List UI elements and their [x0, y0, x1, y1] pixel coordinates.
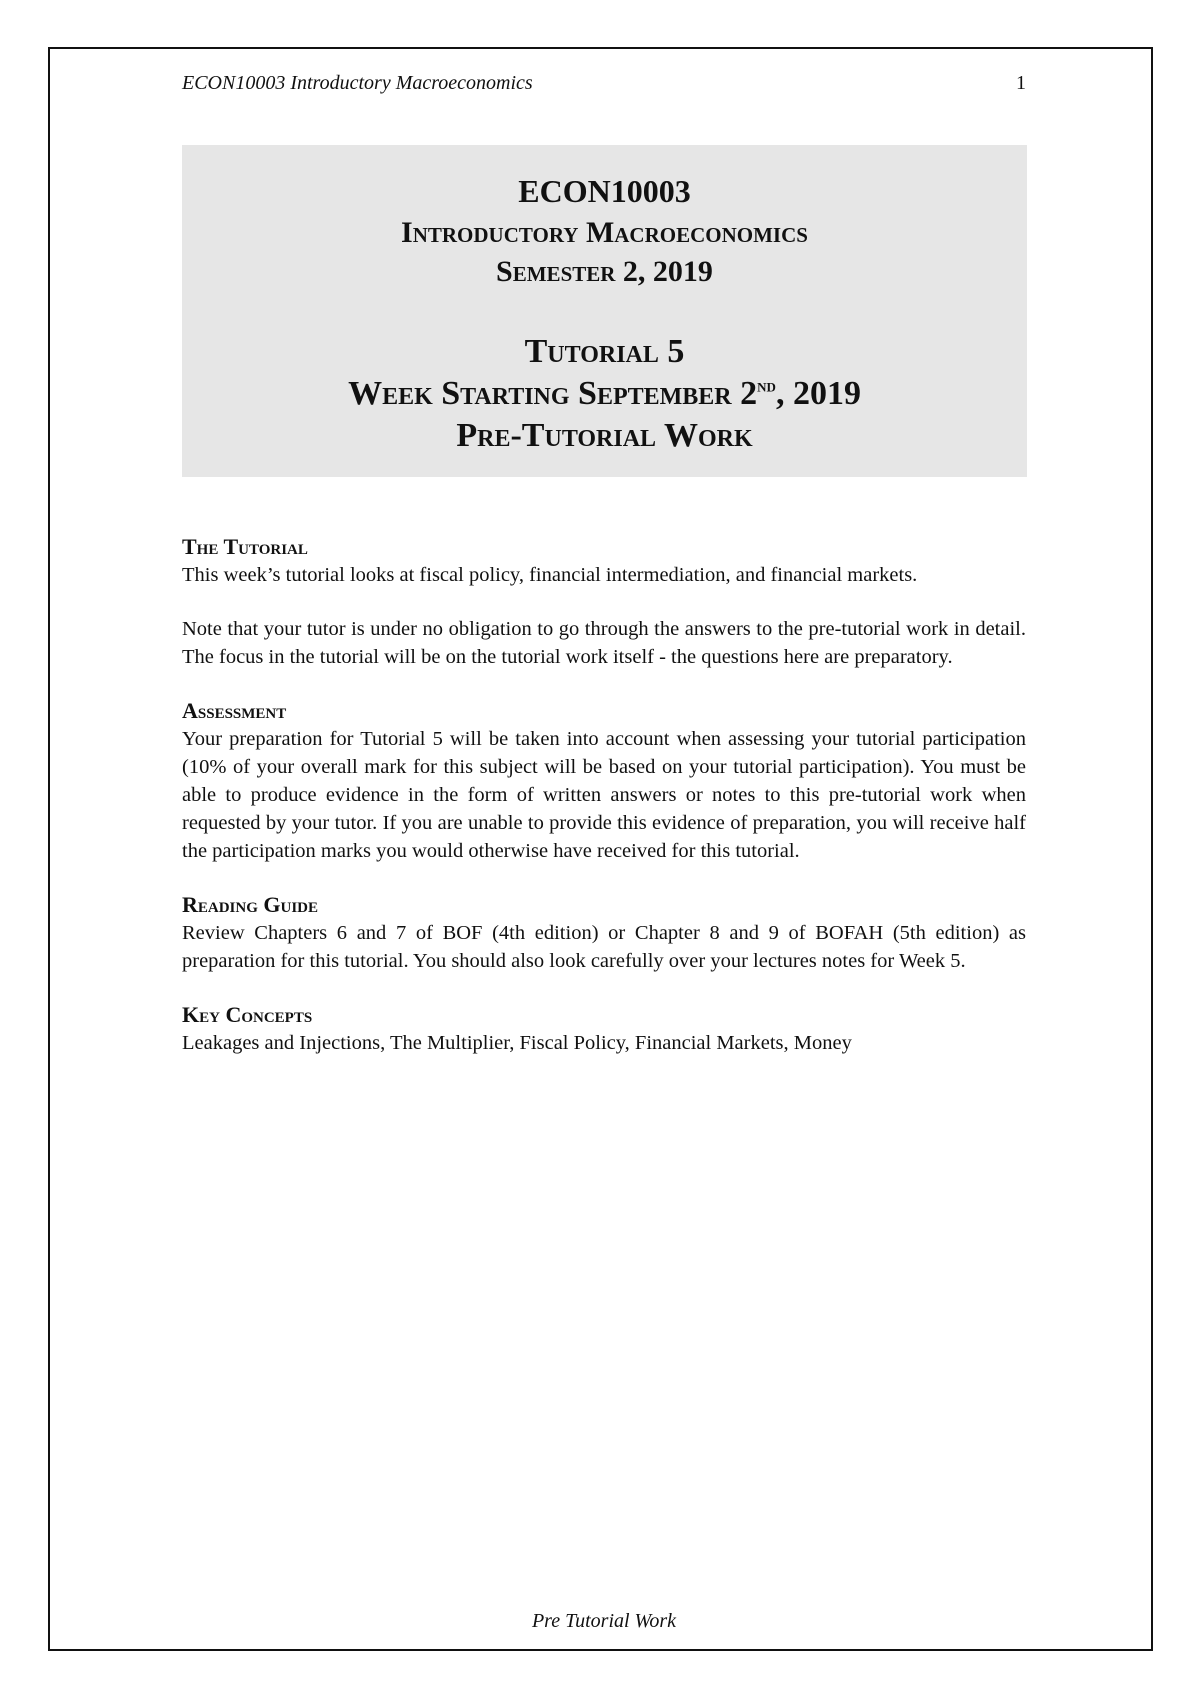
week-suffix: , 2019	[775, 374, 861, 412]
work-type: Pre-Tutorial Work	[456, 416, 753, 454]
heading-the-tutorial: The Tutorial	[182, 534, 308, 559]
body-content	[182, 533, 1026, 1057]
tutorial-paragraph-1: This week’s tutorial looks at fiscal policy, financial intermediation, and financial markets.	[182, 564, 918, 586]
semester: Semester 2, 2019	[496, 255, 713, 289]
week-starting	[182, 374, 1027, 414]
heading-reading-guide: Reading Guide	[182, 892, 319, 917]
page-footer: Pre Tutorial Work	[531, 1610, 677, 1632]
running-header	[182, 72, 1026, 95]
course-name: Introductory Macroeconomics	[401, 215, 808, 249]
week-ordinal-suffix: nd	[757, 375, 776, 396]
heading-key-concepts: Key Concepts	[182, 1002, 313, 1027]
title-box	[182, 145, 1027, 477]
tutorial-paragraph-2: Note that your tutor is under no obligation to go through the answers to the pre-tutorial work in detail. The focus in the tutorial will be on the tutorial work itself - the questions here are preparatory.	[182, 618, 1026, 668]
assessment-paragraph: Your preparation for Tutorial 5 will be taken into account when assessing your tutorial participation (10% of your overall mark for this subject will be based on your tutorial participation). You must be able to produce evidence in the form of written answers or notes to this pre-tutorial work when requested by your tutor. If you are unable to provide this evidence of preparation, you will receive half the participation marks you would otherwise have received for this tutorial.	[182, 728, 1026, 862]
week-prefix: Week Starting September 2	[348, 374, 758, 412]
reading-guide-paragraph: Review Chapters 6 and 7 of BOF (4th edition) or Chapter 8 and 9 of BOFAH (5th edition) as preparation for this tutorial. You should also look carefully over your lectures notes for Week 5.	[182, 922, 1026, 972]
heading-assessment: Assessment	[182, 698, 287, 723]
key-concepts-paragraph: Leakages and Injections, The Multiplier, Fiscal Policy, Financial Markets, Money	[182, 1032, 852, 1054]
course-code: ECON10003	[518, 173, 691, 209]
header-title: ECON10003 Introductory Macroeconomics	[182, 72, 533, 94]
page-number: 1	[1016, 72, 1026, 94]
tutorial-number: Tutorial 5	[524, 332, 685, 370]
